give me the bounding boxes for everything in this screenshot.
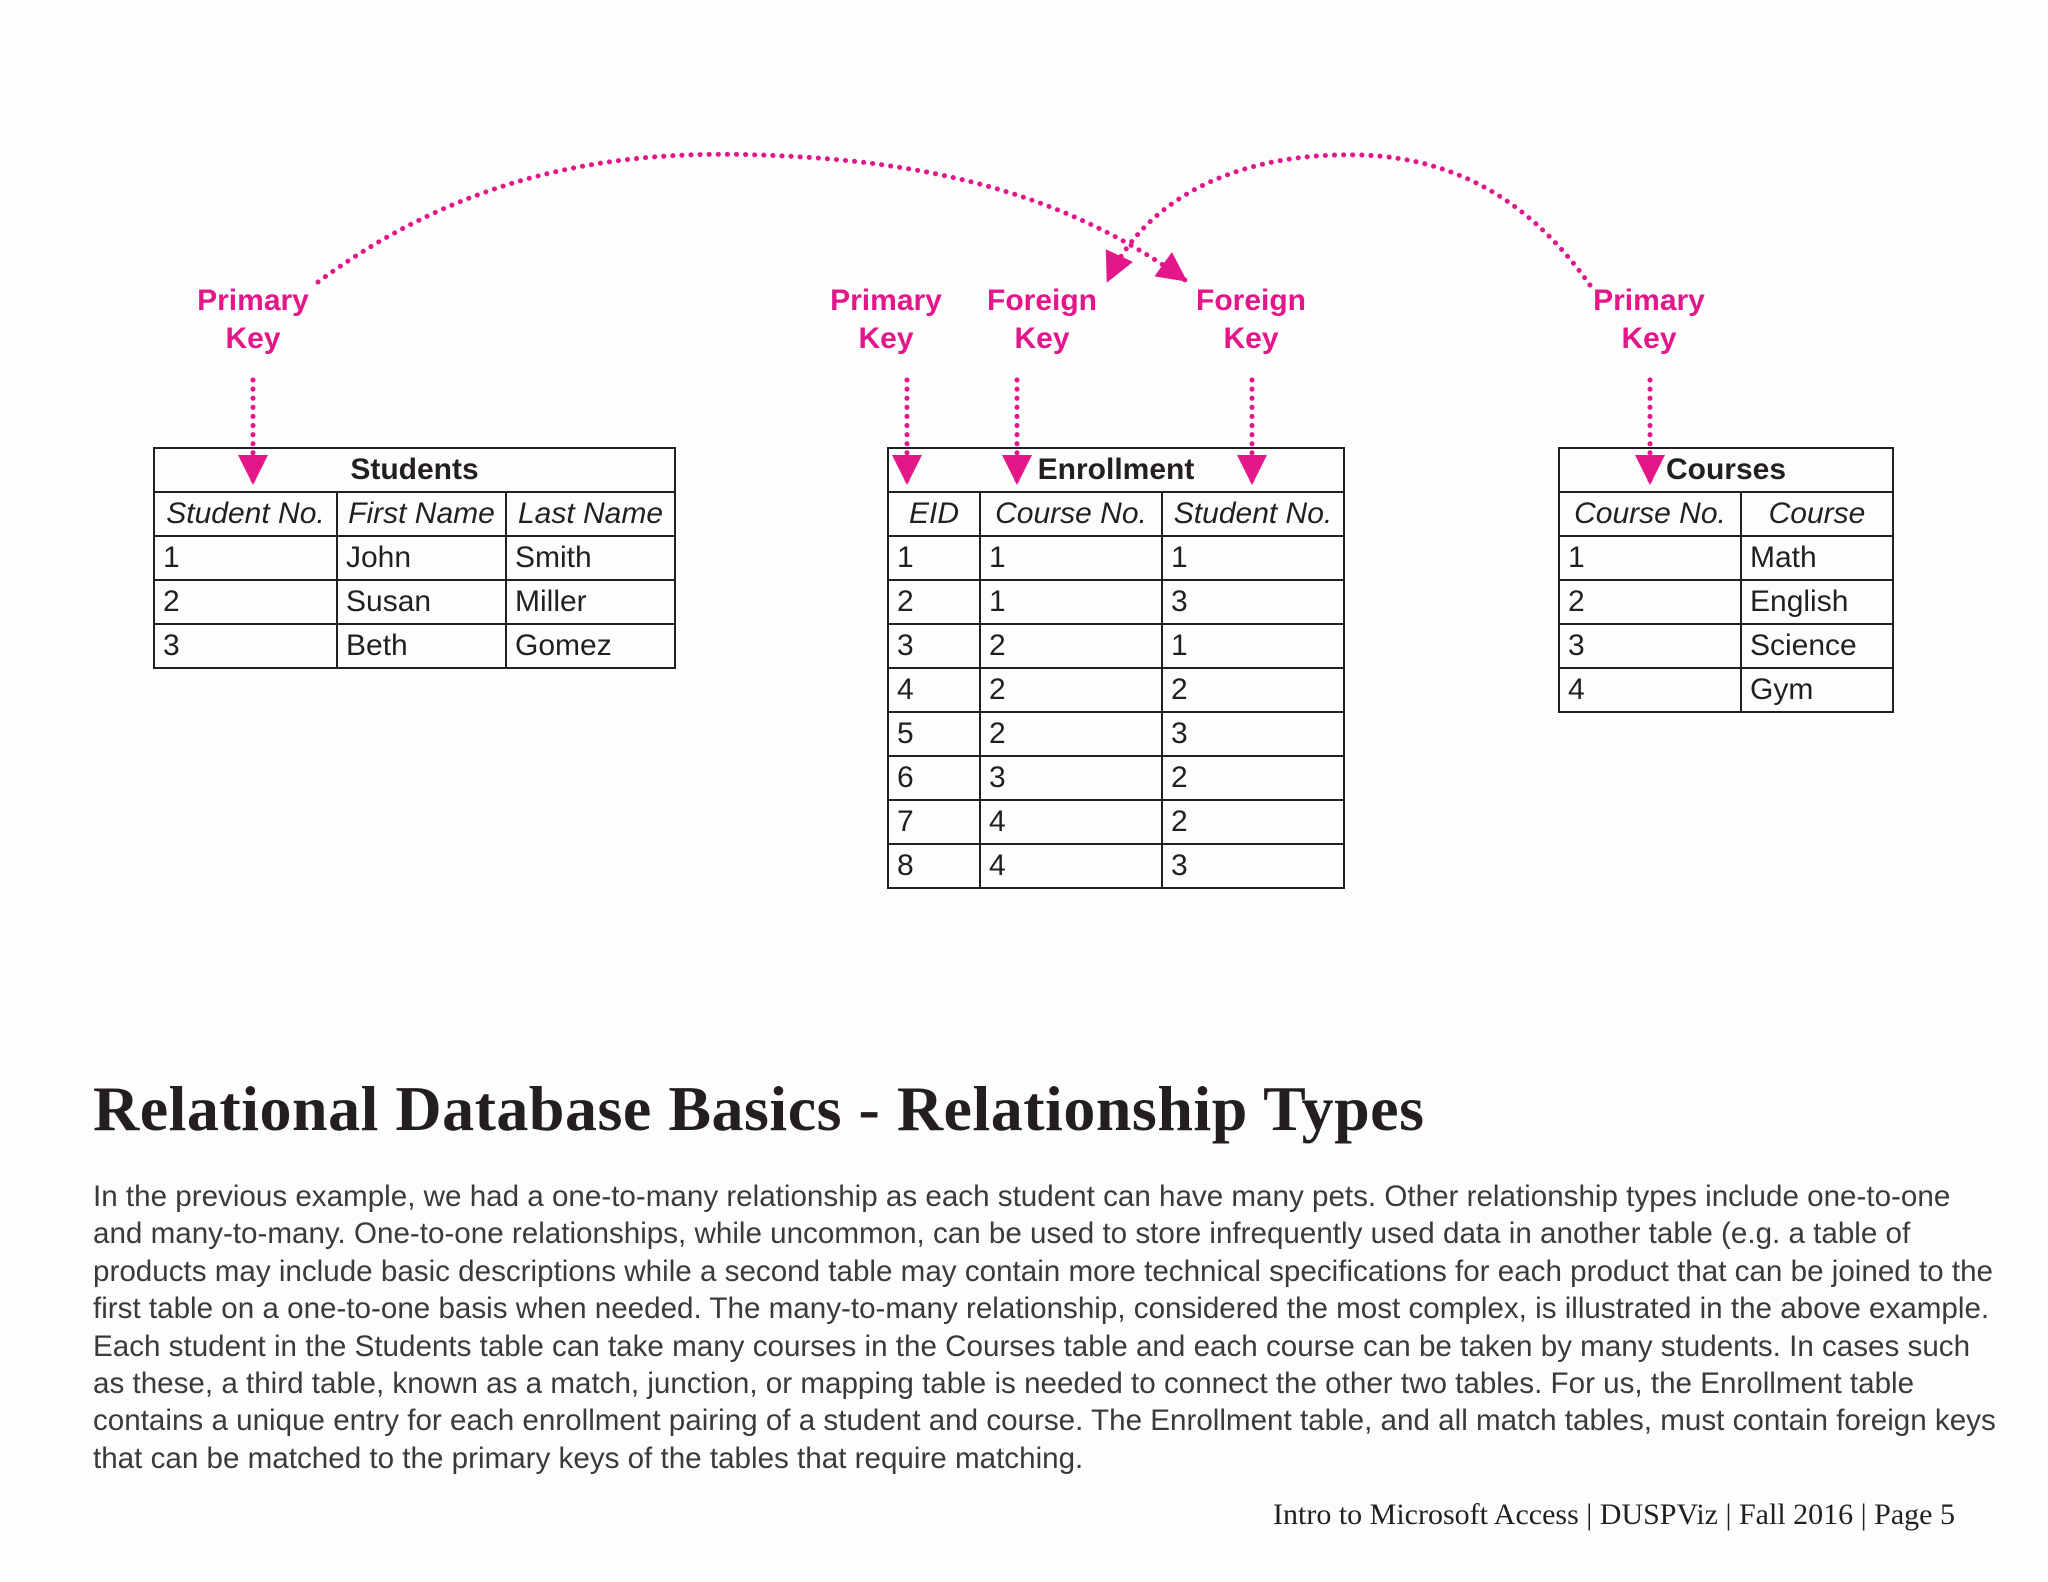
table-row [154,580,675,624]
table-row [154,536,675,580]
column-header: First Name [337,492,506,536]
students-table [153,447,676,669]
table-cell: 2 [1559,580,1741,624]
body-paragraph: In the previous example, we had a one-to-many relationship as each student can have many pets. Other relationship types include one-to-one and many-to-many. One-to-one relationships, while uncommon, can be used to store infrequently used data in another table (e.g. a table of products may include basic descriptions while a second table may contain more technical specifications for each product that can be joined to the first table on a one-to-one basis when needed. The many-to-many relationship, considered the most complex, is illustrated in the above example. Each student in the Students table can take many courses in the Courses table and each course can be taken by many students. In cases such as these, a third table, known as a match, junction, or mapping table is needed to connect the other two tables. For us, the Enrollment table contains a unique entry for each enrollment pairing of a student and course. The Enrollment table, and all match tables, must contain foreign keys that can be matched to the primary keys of the tables that require matching. [93,1180,1996,1475]
table-cell: Susan [337,580,506,624]
table-cell: 7 [888,800,980,844]
table-cell: 3 [154,624,337,668]
table-cell: 2 [980,624,1162,668]
table-cell: 3 [1162,580,1344,624]
table-row [888,712,1344,756]
enrollment-foreign-key-student-label: Foreign Key [1196,284,1306,355]
table-cell: 2 [154,580,337,624]
table-row [1559,536,1893,580]
table-cell: Miller [506,580,675,624]
table-cell: Science [1741,624,1893,668]
table-cell: 1 [1559,536,1741,580]
table-row [888,624,1344,668]
courses-primary-key-label: Primary Key [1593,284,1705,355]
table-cell: 1 [980,536,1162,580]
table-row [888,668,1344,712]
table-cell: Gomez [506,624,675,668]
table-cell: 1 [1162,624,1344,668]
table-cell: 1 [1162,536,1344,580]
table-cell: 5 [888,712,980,756]
enrollment-table [887,447,1345,889]
table-cell: 4 [888,668,980,712]
students-primary-key-label: Primary Key [197,284,309,355]
table-cell: 8 [888,844,980,888]
table-cell: 6 [888,756,980,800]
table-cell: 4 [1559,668,1741,712]
table-cell: 2 [980,668,1162,712]
enrollment-primary-key-label: Primary Key [830,284,942,355]
column-header: Student No. [1162,492,1344,536]
table-cell: 3 [1162,712,1344,756]
table-cell: English [1741,580,1893,624]
table-row [1559,580,1893,624]
table-cell: 3 [1559,624,1741,668]
table-cell: 2 [980,712,1162,756]
table-cell: 2 [1162,756,1344,800]
table-cell: Smith [506,536,675,580]
table-row [1559,668,1893,712]
table-title: Courses [1559,448,1893,492]
column-header: Course No. [1559,492,1741,536]
table-title: Students [154,448,675,492]
enrollment-foreign-key-course-label: Foreign Key [987,284,1097,355]
table-cell: 3 [888,624,980,668]
table-cell: Math [1741,536,1893,580]
table-cell: Gym [1741,668,1893,712]
column-header: Course [1741,492,1893,536]
table-row [888,800,1344,844]
table-row [154,624,675,668]
courses-table [1558,447,1894,713]
table-title: Enrollment [888,448,1344,492]
table-cell: 3 [1162,844,1344,888]
table-row [888,844,1344,888]
table-cell: 2 [888,580,980,624]
table-row [1559,624,1893,668]
page-footer: Intro to Microsoft Access | DUSPViz | Fall 2016 | Page 5 [1273,1498,1955,1531]
table-cell: 3 [980,756,1162,800]
column-header: Course No. [980,492,1162,536]
table-cell: 1 [154,536,337,580]
column-header: Student No. [154,492,337,536]
courses-to-enrollment-connector [1108,155,1590,285]
table-cell: 4 [980,800,1162,844]
page-title: Relational Database Basics - Relationship Types [93,1073,1425,1144]
students-to-enrollment-connector [318,154,1185,282]
table-cell: Beth [337,624,506,668]
table-row [888,756,1344,800]
table-cell: 1 [980,580,1162,624]
table-cell: 2 [1162,668,1344,712]
table-cell: 2 [1162,800,1344,844]
column-header: EID [888,492,980,536]
table-cell: 1 [888,536,980,580]
table-cell: 4 [980,844,1162,888]
table-row [888,580,1344,624]
table-row [888,536,1344,580]
table-cell: John [337,536,506,580]
column-header: Last Name [506,492,675,536]
